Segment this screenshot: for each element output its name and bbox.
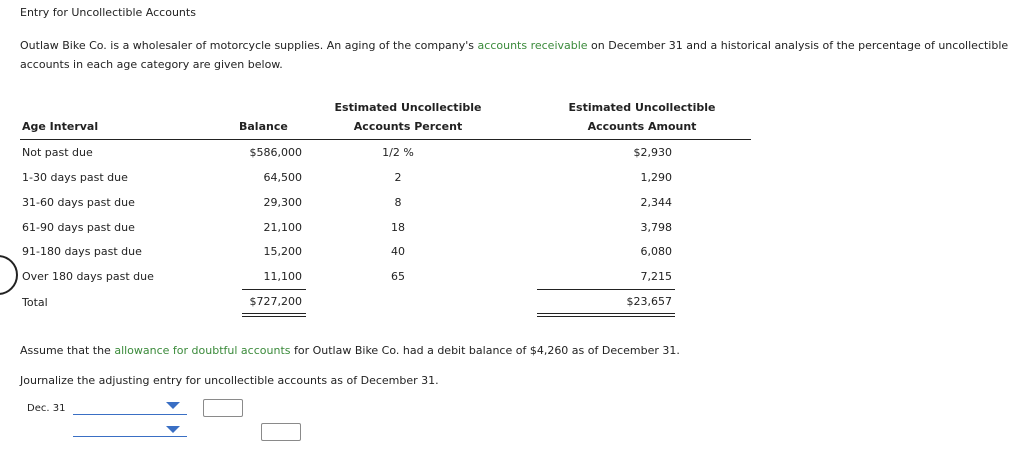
header-percent-line2: Accounts Percent (353, 120, 463, 133)
row-age: 1-30 days past due (22, 171, 128, 184)
row-age: Not past due (22, 146, 93, 159)
chevron-down-icon[interactable] (166, 402, 180, 409)
row-amount: $2,930 (633, 146, 672, 159)
row-amount: 6,080 (640, 245, 672, 258)
row-amount: 7,215 (640, 270, 672, 283)
row-percent: 40 (391, 245, 405, 258)
row-amount: 1,290 (640, 171, 672, 184)
amount-subtotal-rule (537, 289, 675, 290)
instruction-text: Journalize the adjusting entry for uncollectible accounts as of December 31. (20, 374, 439, 387)
total-balance: $727,200 (249, 295, 302, 308)
total-amount: $23,657 (626, 295, 672, 308)
header-amount-line1: Estimated Uncollectible (568, 101, 716, 114)
row-balance: 64,500 (263, 171, 302, 184)
header-amount-line2: Accounts Amount (587, 120, 697, 133)
credit-amount-input[interactable] (261, 423, 301, 441)
row-amount: 3,798 (640, 221, 672, 234)
header-underline (20, 139, 751, 140)
allowance-doubtful-accounts-link[interactable]: allowance for doubtful accounts (114, 344, 291, 357)
intro-text-after: on December 31 and a historical analysis of the percentage of uncollectible accounts in each age category are given below. (20, 39, 1009, 71)
debit-amount-input[interactable] (203, 399, 243, 417)
total-label: Total (22, 296, 48, 309)
entry-date: Dec. 31 (27, 403, 66, 414)
row-age: Over 180 days past due (22, 270, 154, 283)
amount-double-rule-bottom (537, 316, 675, 317)
dropdown-underline (73, 414, 187, 415)
accounts-receivable-link[interactable]: accounts receivable (477, 39, 588, 52)
dropdown-underline (73, 436, 187, 437)
balance-double-rule-bottom (242, 316, 306, 317)
row-percent: 65 (391, 270, 405, 283)
intro-paragraph (20, 36, 1015, 74)
row-percent: 18 (391, 221, 405, 234)
assume-text-after: for Outlaw Bike Co. had a debit balance of $4,260 as of December 31. (290, 344, 680, 357)
row-age: 61-90 days past due (22, 221, 135, 234)
assume-text-before: Assume that the (20, 344, 115, 357)
header-age-interval: Age Interval (22, 120, 99, 133)
row-percent: 8 (394, 196, 402, 209)
margin-circle-marker (0, 255, 18, 295)
amount-double-rule-top (537, 313, 675, 314)
intro-text-before: Outlaw Bike Co. is a wholesaler of motorcycle supplies. An aging of the company's (20, 39, 478, 52)
header-balance: Balance (239, 120, 288, 133)
row-percent: 2 (394, 171, 402, 184)
page-title: Entry for Uncollectible Accounts (20, 6, 196, 19)
chevron-down-icon[interactable] (166, 426, 180, 433)
row-amount: 2,344 (640, 196, 672, 209)
header-percent-line1: Estimated Uncollectible (334, 101, 482, 114)
row-balance: 21,100 (263, 221, 302, 234)
row-balance: 15,200 (263, 245, 302, 258)
row-age: 91-180 days past due (22, 245, 142, 258)
balance-subtotal-rule (242, 289, 306, 290)
row-balance: 11,100 (263, 270, 302, 283)
row-percent: 1/2 % (382, 146, 414, 159)
balance-double-rule-top (242, 313, 306, 314)
assumption-paragraph (20, 344, 680, 357)
row-age: 31-60 days past due (22, 196, 135, 209)
row-balance: 29,300 (263, 196, 302, 209)
row-balance: $586,000 (249, 146, 302, 159)
